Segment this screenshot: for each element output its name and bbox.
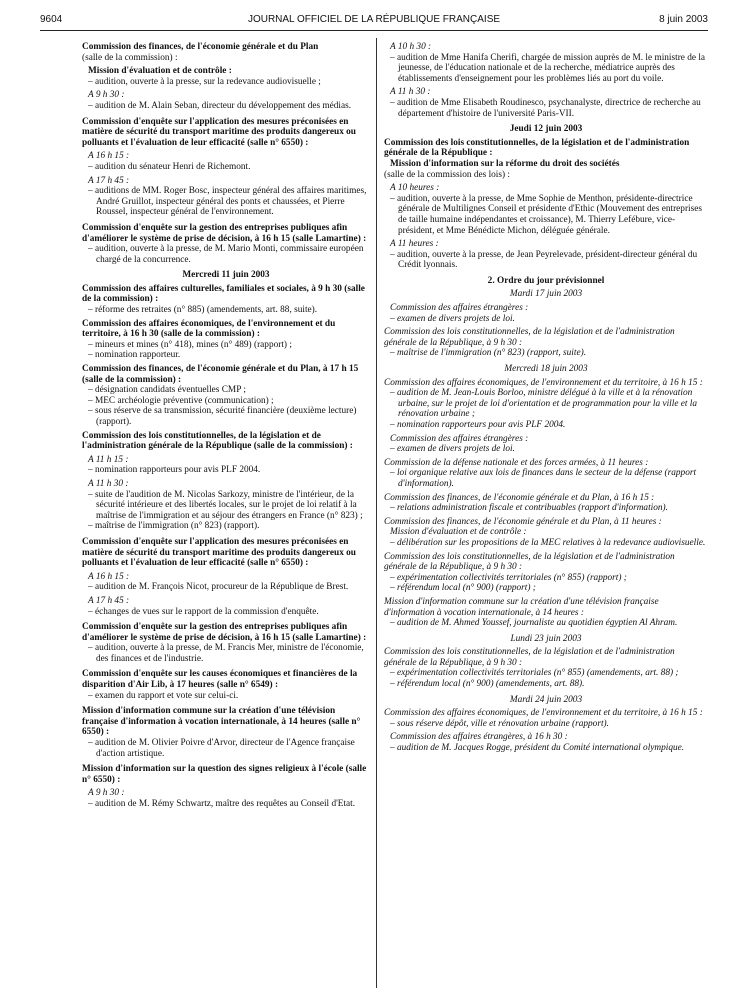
agenda-item: – relations administration fiscale et contribuables (rapport d'information). [390,503,668,514]
agenda-item: – suite de l'audition de M. Nicolas Sarkozy, ministre de l'intérieur, de la sécurité intérieure et des libertés locales, sur le projet de loi relatif à la maîtrise de l'immigration et au séjour des étrangers en France (n° 823) ; [88,489,363,521]
agenda-item: – audition de M. Jean-Louis Borloo, ministre délégué à la ville et à la rénovation urbaine, sur le projet de loi d'orientation et de programmation pour la ville et la rénovation urbaine ; [390,388,698,420]
left-column [82,42,370,810]
agenda-item: – audition de M. Rémy Schwartz, maître des requêtes au Conseil d'Etat. [88,799,356,809]
time-or-subheading: A 11 h 15 : [88,454,129,465]
commission-heading: Commission d'enquête sur la gestion des entreprises publiques afin d'améliorer le système de prise de décision, à 16 h 15 (salle Lamartine) : [82,622,367,643]
agenda-item: – auditions de MM. Roger Bosc, inspecteur général des affaires maritimes, André Gruillot, inspecteur général des ponts et chaussées, et Pierre Roussel, inspecteur général de l'environnement. [88,186,367,218]
agenda-item: – sous réserve dépôt, ville et rénovation urbaine (rapport). [390,718,609,729]
agenda-item: – nomination rapporteur. [88,350,181,361]
agenda-item: – MEC archéologie préventive (communication) ; [88,395,274,406]
time-or-subheading: Mission d'évaluation et de contrôle : [390,527,527,538]
agenda-item: – audition de M. Jacques Rogge, président du Comité international olympique. [390,743,685,754]
time-or-subheading: A 11 heures : [390,239,439,250]
section-heading: Mardi 24 juin 2003 [509,694,583,705]
agenda-item: – audition, ouverte à la presse, sur la redevance audiovisuelle ; [88,76,321,87]
agenda-item: – examen de divers projets de loi. [390,444,515,455]
commission-heading: Commission d'enquête sur les causes économiques et financières de la disparition d'Air Lib, à 17 heures (salle n° 6549) : [82,669,358,691]
section-heading: Mercredi 18 juin 2003 [504,364,588,375]
agenda-item: – audition du sénateur Henri de Richemont. [88,161,251,172]
agenda-item: – sous réserve de sa transmission, sécurité financière (deuxième lecture) (rapport). [88,406,357,427]
section-heading: Mardi 17 juin 2003 [509,289,583,300]
agenda-item: – nomination rapporteurs pour avis PLF 2004. [88,465,261,476]
agenda-item: – réforme des retraites (n° 885) (amendements, art. 88, suite). [88,305,318,316]
paragraph: (salle de la commission) : [82,52,178,63]
agenda-item: – échanges de vues sur le rapport de la commission d'enquête. [88,606,319,617]
agenda-item: – référendum local (n° 900) (amendements, art. 88). [390,679,585,690]
agenda-item: – audition de M. Olivier Poivre d'Arvor, directeur de l'Agence française d'action artistique. [88,738,355,759]
agenda-item: – audition de Mme Hanifa Cherifi, chargée de mission auprès de M. le ministre de la jeunesse, de l'éducation nationale et de la recherche, médiatrice auprès des établissements d'enseignement pour les problèmes liés au port du voile. [390,52,706,84]
commission-heading: Commission d'enquête sur l'application des mesures préconisées en matière de sécurité du transport maritime des produits dangereux ou polluants et l'évaluation de leur efficacité (salle n° 6550) : [82,536,356,569]
agenda-item: – désignation candidats éventuelles CMP ; [88,385,246,396]
time-or-subheading: Mission d'information sur la réforme du droit des sociétés [390,158,620,169]
agenda-item: – audition de Mme Elisabeth Roudinesco, psychanalyste, directrice de recherche au département d'histoire de l'université Paris-VII. [390,97,701,119]
commission-heading: Commission d'enquête sur l'application des mesures préconisées en matière de sécurité du transport maritime des produits dangereux ou polluants et l'évaluation de leur efficacité (salle n° 6550) : [82,116,356,148]
agenda-item: – mineurs et mines (n° 418), mines (n° 489) (rapport) ; [88,339,292,350]
time-or-subheading: A 11 h 30 : [88,478,129,489]
agenda-item: – loi organique relative aux lois de finances dans le secteur de la défense (rapport d'information). [390,468,697,489]
commission-heading: Commission des lois constitutionnelles, de la législation et de l'administration générale de la République : [384,137,690,159]
commission-heading: Commission des lois constitutionnelles, de la législation et de l'administration générale de la République (salle de la commission) : [82,430,353,452]
time-or-subheading: A 17 h 45 : [88,595,130,606]
agenda-item: – audition de M. Ahmed Youssef, journaliste au quotidien égyptien Al Ahram. [390,618,678,629]
commission-heading: Commission des finances, de l'économie générale et du Plan, à 16 h 15 : [384,492,655,503]
issue-date: 8 juin 2003 [659,14,708,25]
right-column [384,42,708,754]
commission-heading: Commission des affaires économiques, de l'environnement et du territoire, à 16 h 15 : [384,708,703,719]
agenda-item: – examen du rapport et vote sur celui-ci. [88,690,239,701]
commission-heading: Mission d'information sur la question des signes religieux à l'école (salle n° 6550) : [82,764,367,785]
time-or-subheading: Commission des affaires étrangères : [390,303,529,314]
time-or-subheading: A 9 h 30 : [88,90,125,101]
time-or-subheading: Commission des affaires étrangères, à 16 h 30 : [390,732,568,743]
section-heading: Mercredi 11 juin 2003 [182,270,270,281]
time-or-subheading: A 10 h 30 : [390,42,432,52]
agenda-item: – audition de M. François Nicot, procureur de la République de Brest. [88,582,349,593]
agenda-item: – audition, ouverte à la presse, de Mme Sophie de Menthon, présidente-directrice générale de Multilignes Conseil et présidente d'Ethic (Mouvement des entreprises de taille humaine indépendantes et croissance), M. Thierry Lefébure, vice-président, et Mme Bénédicte Michon, déléguée générale. [390,193,702,236]
commission-heading: Commission des affaires économiques, de l'environnement et du territoire, à 16 h 30 (salle de la commission) : [82,318,336,340]
section-heading: Jeudi 12 juin 2003 [509,124,583,135]
page-number: 9604 [40,14,63,25]
agenda-item: – expérimentation collectivités territoriales (n° 855) (amendements, art. 88) ; [390,668,679,679]
time-or-subheading: A 9 h 30 : [88,788,125,799]
agenda-item: – nomination rapporteurs pour avis PLF 2004. [390,420,566,430]
section-heading: Lundi 23 juin 2003 [510,633,582,644]
paragraph: (salle de la commission des lois) : [384,169,511,180]
agenda-item: – audition de M. Alain Seban, directeur du développement des médias. [88,100,352,111]
journal-title: JOURNAL OFFICIEL DE LA RÉPUBLIQUE FRANÇAISE [247,14,501,25]
time-or-subheading: A 10 heures : [390,183,440,194]
agenda-item: – délibération sur les propositions de la MEC relatives à la redevance audiovisuelle. [390,537,706,548]
commission-heading: Commission des finances, de l'économie générale et du Plan [82,42,319,52]
column-divider [376,38,377,988]
agenda-item: – maîtrise de l'immigration (n° 823) (rapport, suite). [390,348,587,359]
commission-heading: Commission des lois constitutionnelles, de la législation et de l'administration générale de la République, à 9 h 30 : [384,327,675,348]
agenda-item: – examen de divers projets de loi. [390,313,515,324]
page-header [40,14,708,31]
agenda-item: – audition, ouverte à la presse, de M. Francis Mer, ministre de l'économie, des finances et de l'industrie. [88,643,364,664]
time-or-subheading: A 16 h 15 : [88,571,130,582]
agenda-item: – maîtrise de l'immigration (n° 823) (rapport). [88,521,260,532]
section-heading: 2. Ordre du jour prévisionnel [487,275,605,286]
agenda-item: – audition, ouverte à la presse, de M. Mario Monti, commissaire européen chargé de la concurrence. [88,244,364,265]
commission-heading: Commission des lois constitutionnelles, de la législation et de l'administration générale de la République, à 9 h 30 : [384,647,675,668]
time-or-subheading: Mission d'évaluation et de contrôle : [88,66,232,77]
commission-heading: Mission d'information commune sur la création d'une télévision française d'information à vocation internationale, à 14 heures : [384,596,659,618]
agenda-item: – référendum local (n° 900) (rapport) ; [390,583,536,594]
commission-heading: Commission des affaires culturelles, familiales et sociales, à 9 h 30 (salle de la commission) : [82,283,365,305]
commission-heading: Commission des finances, de l'économie générale et du Plan, à 11 heures : [384,516,662,527]
time-or-subheading: A 17 h 45 : [88,175,130,186]
time-or-subheading: A 11 h 30 : [390,87,431,98]
time-or-subheading: A 16 h 15 : [88,151,130,162]
commission-heading: Commission des affaires économiques, de l'environnement et du territoire, à 16 h 15 : [384,377,703,388]
commission-heading: Commission d'enquête sur la gestion des entreprises publiques afin d'améliorer le système de prise de décision, à 16 h 15 (salle Lamartine) : [82,222,367,244]
commission-heading: Commission de la défense nationale et des forces armées, à 11 heures : [384,457,649,468]
commission-heading: Commission des lois constitutionnelles, de la législation et de l'administration générale de la République, à 9 h 30 : [384,551,675,573]
agenda-item: – expérimentation collectivités territoriales (n° 855) (rapport) ; [390,572,627,583]
commission-heading: Commission des finances, de l'économie générale et du Plan, à 17 h 15 (salle de la commission) : [82,364,359,385]
commission-heading: Mission d'information commune sur la création d'une télévision française d'information à vocation internationale, à 14 heures (salle n° 6550) : [82,706,361,738]
time-or-subheading: Commission des affaires étrangères : [390,433,529,444]
agenda-item: – audition, ouverte à la presse, de Jean Peyrelevade, président-directeur général du Crédit lyonnais. [390,249,698,271]
